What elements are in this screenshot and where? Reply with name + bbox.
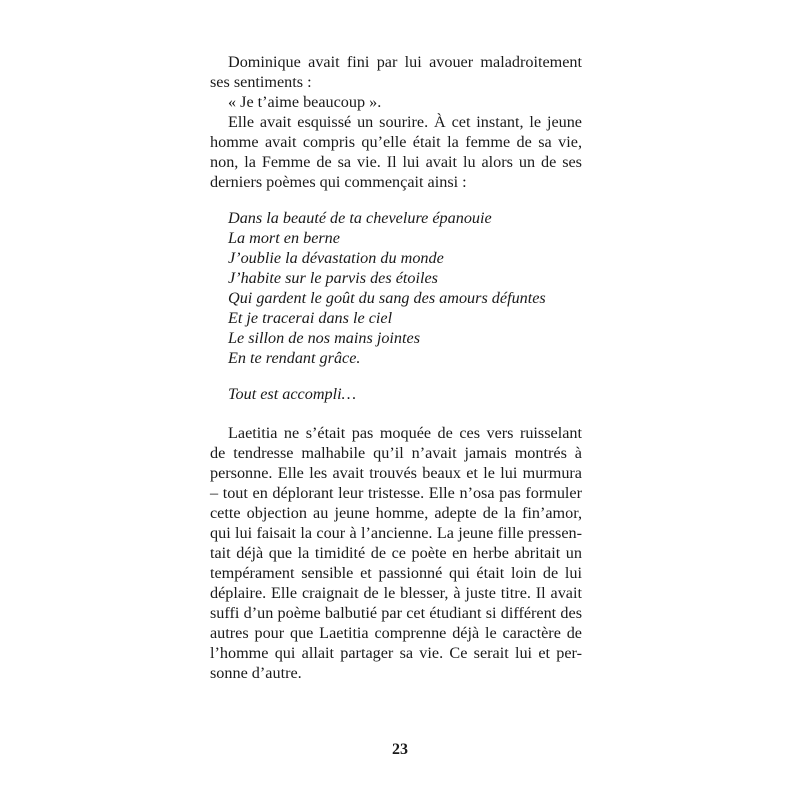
poem-line: Et je tracerai dans le ciel <box>228 309 393 327</box>
text-line: Dominique avait fini par lui avouer maladroitement <box>228 53 582 71</box>
poem-line: La mort en berne <box>228 229 340 247</box>
text-line: Elle avait esquissé un sourire. À cet instant, le jeune <box>228 113 582 131</box>
text-line: tait déjà que la timidité de ce poète en herbe abritait un <box>210 544 582 562</box>
poem-closing-line: Tout est accompli… <box>228 385 357 403</box>
text-line: suffi d’un poème balbutié par cet étudiant si différent des <box>210 604 582 622</box>
text-line: cette objection au jeune homme, adepte de la fin’amor, <box>210 504 582 522</box>
text-line: ses sentiments : <box>210 73 312 91</box>
poem-line: Le sillon de nos mains jointes <box>228 329 421 347</box>
page-number: 23 <box>392 741 408 758</box>
text-line: autres pour que Laetitia comprenne déjà le caractère de <box>210 624 582 642</box>
text-line: homme avait compris qu’elle était la femme de sa vie, <box>210 133 582 151</box>
poem-line: Dans la beauté de ta chevelure épanouie <box>228 209 492 227</box>
poem-line: En te rendant grâce. <box>228 349 361 367</box>
text-line: l’homme qui allait partager sa vie. Ce serait lui et per- <box>210 644 582 662</box>
poem-line: J’habite sur le parvis des étoiles <box>228 269 438 287</box>
text-line: derniers poèmes qui commençait ainsi : <box>210 173 467 191</box>
text-line: déplaire. Elle craignait de le blesser, à juste titre. Il avait <box>210 584 582 602</box>
text-line: Laetitia ne s’était pas moquée de ces vers ruisselant <box>228 424 582 442</box>
text-line: – tout en déplorant leur tristesse. Elle n’osa pas formuler <box>210 484 582 502</box>
text-line: sonne d’autre. <box>210 664 302 682</box>
text-line: de tendresse malhabile qu’il n’avait jamais montrés à <box>210 444 582 462</box>
poem-line: J’oublie la dévastation du monde <box>228 249 444 267</box>
text-line: personne. Elle les avait trouvés beaux et le lui murmura <box>210 464 582 482</box>
poem-line: Qui gardent le goût du sang des amours défuntes <box>228 289 546 307</box>
text-line: « Je t’aime beaucoup ». <box>228 93 382 111</box>
text-line: tempérament sensible et passionné qui était loin de lui <box>210 564 582 582</box>
text-line: qui lui faisait la cour à l’ancienne. La jeune fille pressen- <box>210 524 582 542</box>
text-line: non, la Femme de sa vie. Il lui avait lu alors un de ses <box>210 153 582 171</box>
